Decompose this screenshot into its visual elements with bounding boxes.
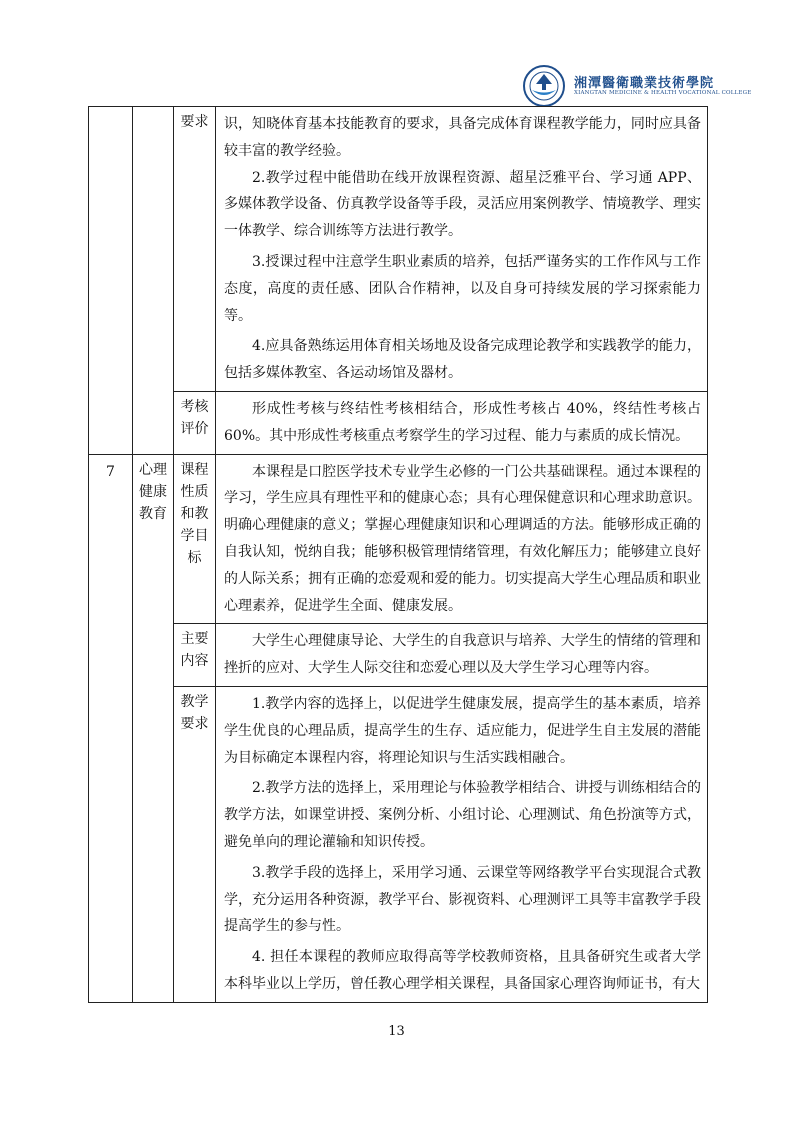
cell-content: [216, 624, 708, 687]
cell-content: [216, 391, 708, 454]
paragraph: 4.应具备熟练运用体育相关场地及设备完成理论教学和实践教学的能力，包括多媒体教室、各运动场馆及器材。: [224, 338, 701, 382]
cell-content: [216, 686, 708, 1002]
college-name: 湘潭醫衛職業技術學院: [574, 76, 715, 91]
table-row: [89, 107, 708, 392]
item-label: 考核评价: [180, 398, 209, 437]
cell-number-blank: [89, 107, 133, 455]
cell-item-label: [174, 107, 216, 392]
paragraph: 识，知晓体育基本技能教育的要求，具备完成体育课程教学能力，同时应具备较丰富的教学经验。: [224, 116, 701, 159]
paragraph: 2.教学方法的选择上，采用理论与体验教学相结合、讲授与训练相结合的教学方法，如课堂讲授、案例分析、小组讨论、心理测试、角色扮演等方式，避免单向的理论灌输和知识传授。: [224, 780, 701, 850]
item-label: 主要内容: [180, 631, 209, 670]
item-label: 教学要求: [180, 693, 209, 732]
table-row: [89, 454, 708, 624]
table-row: [89, 391, 708, 454]
table-row: [89, 624, 708, 687]
item-label: 课程性质和教学目标: [180, 461, 209, 566]
paragraph: 2.教学过程中能借助在线开放课程资源、超星泛雅平台、学习通 APP、多媒体教学设备、仿真教学设备等手段，灵活应用案例教学、情境教学、理实一体教学、综合训练等方法进行教学。: [224, 169, 701, 240]
course-table: [88, 106, 708, 1003]
cell-course-name: [133, 454, 174, 1002]
college-logo: [522, 64, 752, 108]
cell-item-label: [174, 686, 216, 1002]
cell-item-label: [174, 624, 216, 687]
table-row: [89, 686, 708, 1002]
cell-course-number: [89, 454, 133, 1002]
paragraph: 形成性考核与终结性考核相结合，形成性考核占 40%，终结性考核占 60%。其中形成性考核重点考察学生的学习过程、能力与素质的成长情况。: [224, 400, 701, 444]
cell-item-label: [174, 391, 216, 454]
cell-name-blank: [133, 107, 174, 455]
paragraph: 3.授课过程中注意学生职业素质的培养，包括严谨务实的工作作风与工作态度，高度的责任感、团队合作精神，以及自身可持续发展的学习探索能力等。: [224, 253, 701, 324]
page-number: 13: [388, 1024, 405, 1039]
paragraph: 大学生心理健康导论、大学生的自我意识与培养、大学生的情绪的管理和挫折的应对、大学生人际交往和恋爱心理以及大学生学习心理等内容。: [224, 633, 701, 677]
item-label: 要求: [180, 114, 209, 130]
paragraph: 1.教学内容的选择上，以促进学生健康发展，提高学生的基本素质，培养学生优良的心理品质，提高学生的生存、适应能力，促进学生自主发展的潜能为目标确定本课程内容，将理论知识与生活实践相融合。: [224, 695, 701, 766]
cell-item-label: [174, 454, 216, 624]
paragraph: 本课程是口腔医学技术专业学生必修的一门公共基础课程。通过本课程的学习，学生应具有理性平和的健康心态；具有心理保健意识和心理求助意识。明确心理健康的意义；掌握心理健康知识和心理调适的方法。能够形成正确的自我认知，悦纳自我；能够积极管理情绪管理，有效化解压力；能够建立良好的人际关系；拥有正确的恋爱观和爱的能力。切实提高大学生心理品质和职业心理素养，促进学生全面、健康发展。: [224, 463, 701, 614]
college-name-en: XIANGTAN MEDICINE & HEALTH VOCATIONAL COLLEGE: [574, 90, 752, 96]
paragraph: 3.教学手段的选择上，采用学习通、云课堂等网络教学平台实现混合式教学，充分运用各种资源，教学平台、影视资料、心理测评工具等丰富教学手段提高学生的参与性。: [224, 864, 701, 935]
course-name: 心理健康教育: [139, 461, 167, 522]
paragraph: 4. 担任本课程的教师应取得高等学校教师资格，且具备研究生或者大学本科毕业以上学历，曾任教心理学相关课程，具备国家心理咨询师证书，有大: [224, 949, 701, 992]
cell-content: [216, 107, 708, 392]
college-emblem-icon: [522, 64, 568, 108]
cell-content: [216, 454, 708, 624]
course-number: 7: [106, 463, 115, 480]
